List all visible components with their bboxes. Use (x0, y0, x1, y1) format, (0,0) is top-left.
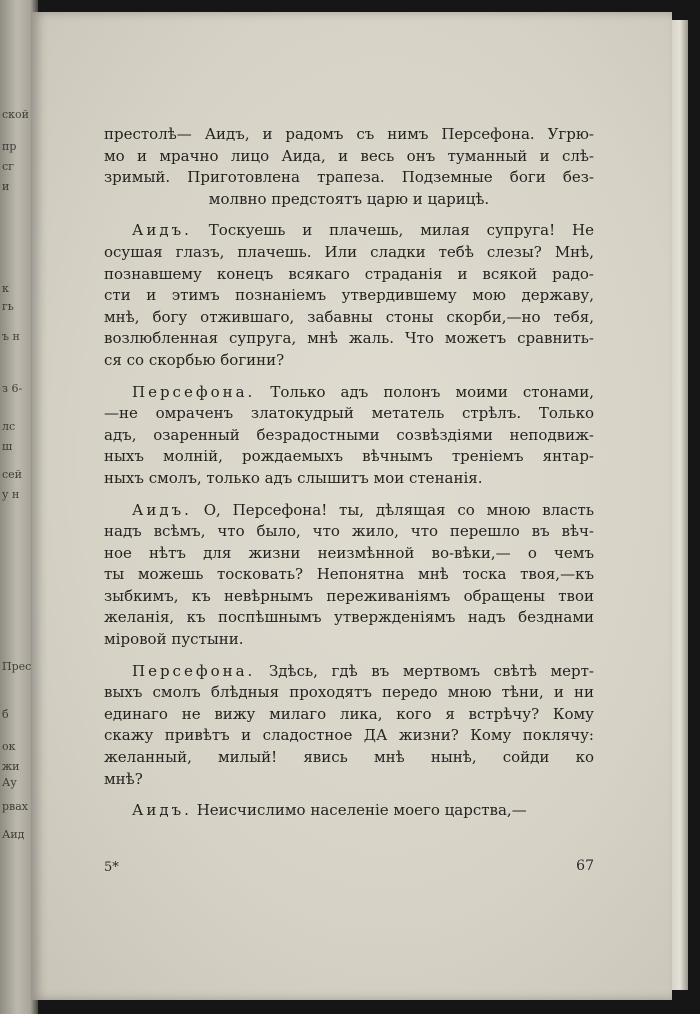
text-line: мо и мрачно лицо Аида, и весь онъ туманный и слѣ- (104, 146, 594, 165)
dialogue-paragraph (104, 500, 594, 651)
facing-page-fragment: Аид (2, 828, 25, 841)
facing-page-fragment: з 6- (2, 382, 23, 395)
text-line (104, 661, 594, 683)
facing-page-fragment: ской (2, 108, 29, 121)
text-line: престолѣ— Аидъ, и радомъ съ нимъ Персефона. Угрю- (104, 125, 594, 143)
line-text: Неисчислимо населеніе моего царства,— (196, 801, 527, 820)
facing-page-fragment: пр (2, 140, 17, 153)
facing-page-fragment: б (2, 708, 9, 721)
page-text (104, 124, 594, 822)
text-line: возлюбленная супруга, мнѣ жаль. Что можетъ сравнить- (104, 329, 594, 348)
text-line (104, 220, 594, 242)
text-line: осушая глазъ, плачешь. Или сладки тебѣ слезы? Мнѣ, (104, 242, 594, 261)
text-line: сти и этимъ познаніемъ утвердившему мою державу, (104, 286, 594, 305)
text-line: адъ, озаренный безрадостными созвѣздіями неподвиж- (104, 425, 594, 444)
text-line: зыбкимъ, къ невѣрнымъ переживаніямъ обращены твои (104, 586, 594, 605)
line-text: О, Персефона! ты, дѣлящая со мною власть (203, 500, 594, 519)
text-line: ныхъ смолъ, только адъ слышитъ мои стенанія. (104, 468, 483, 487)
facing-page-fragment: гь (2, 300, 14, 313)
dialogue-paragraph (104, 661, 594, 791)
speaker-name: Аидъ. (132, 500, 192, 519)
facing-page-fragment: лс (2, 420, 16, 433)
stage-direction (104, 124, 594, 210)
text-line (104, 800, 594, 822)
text-line: ныхъ молній, рождаемыхъ вѣчнымъ треніемъ янтар- (104, 447, 594, 466)
text-line: мнѣ? (104, 769, 143, 788)
text-line: —не омраченъ златокудрый метатель стрѣлъ. Только (104, 404, 594, 423)
signature-mark: 5* (104, 860, 119, 875)
dialogue-paragraph (104, 220, 594, 371)
speaker-name: Аидъ. (132, 801, 192, 820)
facing-page-fragment: рвах (2, 800, 28, 813)
dialogue-paragraph (104, 800, 594, 822)
facing-page-fragment: к (2, 282, 9, 295)
line-text: Тоскуешь и плачешь, милая супруга! Не (208, 221, 594, 240)
text-line: выхъ смолъ блѣдныя проходятъ передо мною тѣни, и ни (104, 683, 594, 702)
facing-page-fragment: и (2, 180, 10, 193)
text-line: надъ всѣмъ, что было, что жило, что перешло въ вѣч- (104, 522, 594, 541)
speaker-name: Персефона. (132, 661, 256, 680)
facing-page-fragment: у н (2, 488, 20, 501)
text-line: мнѣ, богу отжившаго, забавны стоны скорби,—но тебя, (104, 307, 594, 326)
speaker-name: Персефона. (132, 382, 256, 401)
text-line: зримый. Приготовлена трапеза. Подземные боги без- (104, 168, 594, 187)
facing-page-fragment: ок (2, 740, 16, 753)
facing-page-fragment: ъ н (2, 330, 20, 343)
line-text: Здѣсь, гдѣ въ мертвомъ свѣтѣ мерт- (268, 661, 594, 680)
book-page (32, 12, 672, 1000)
line-text: Только адъ полонъ моими стонами, (270, 382, 594, 401)
page-footer (104, 860, 594, 880)
text-line: ты можешь тосковать? Непонятна мнѣ тоска твоя,—къ (104, 565, 594, 584)
facing-page-fragment: Ау (2, 776, 17, 789)
facing-page-fragment: Прес (2, 660, 32, 673)
text-line: желанный, милый! явись мнѣ нынѣ, сойди ко (104, 748, 594, 767)
text-line (104, 382, 594, 404)
speaker-name: Аидъ. (132, 221, 192, 240)
facing-page-fragment: жи (2, 760, 20, 773)
page-number: 67 (576, 858, 594, 874)
facing-page-fragment: сей (2, 468, 23, 481)
text-line: молвно предстоятъ царю и царицѣ. (208, 189, 490, 208)
dialogue-paragraph (104, 382, 594, 490)
facing-page-fragment: сг (2, 160, 14, 173)
text-line (104, 500, 594, 522)
text-line: познавшему конецъ всякаго страданія и всякой радо- (104, 264, 594, 283)
text-line: міровой пустыни. (104, 630, 244, 649)
text-line: ся со скорбью богини? (104, 350, 285, 369)
text-line: единаго не вижу милаго лика, кого я встрѣчу? Кому (104, 704, 594, 723)
text-line: ное нѣтъ для жизни неизмѣнной во-вѣки,— о чемъ (104, 543, 594, 562)
text-line: скажу привѣтъ и сладостное ДА жизни? Кому поклячу: (104, 726, 594, 745)
text-line: желанія, къ поспѣшнымъ утвержденіямъ надъ безднами (104, 608, 594, 627)
facing-page-fragment: ш (2, 440, 13, 453)
